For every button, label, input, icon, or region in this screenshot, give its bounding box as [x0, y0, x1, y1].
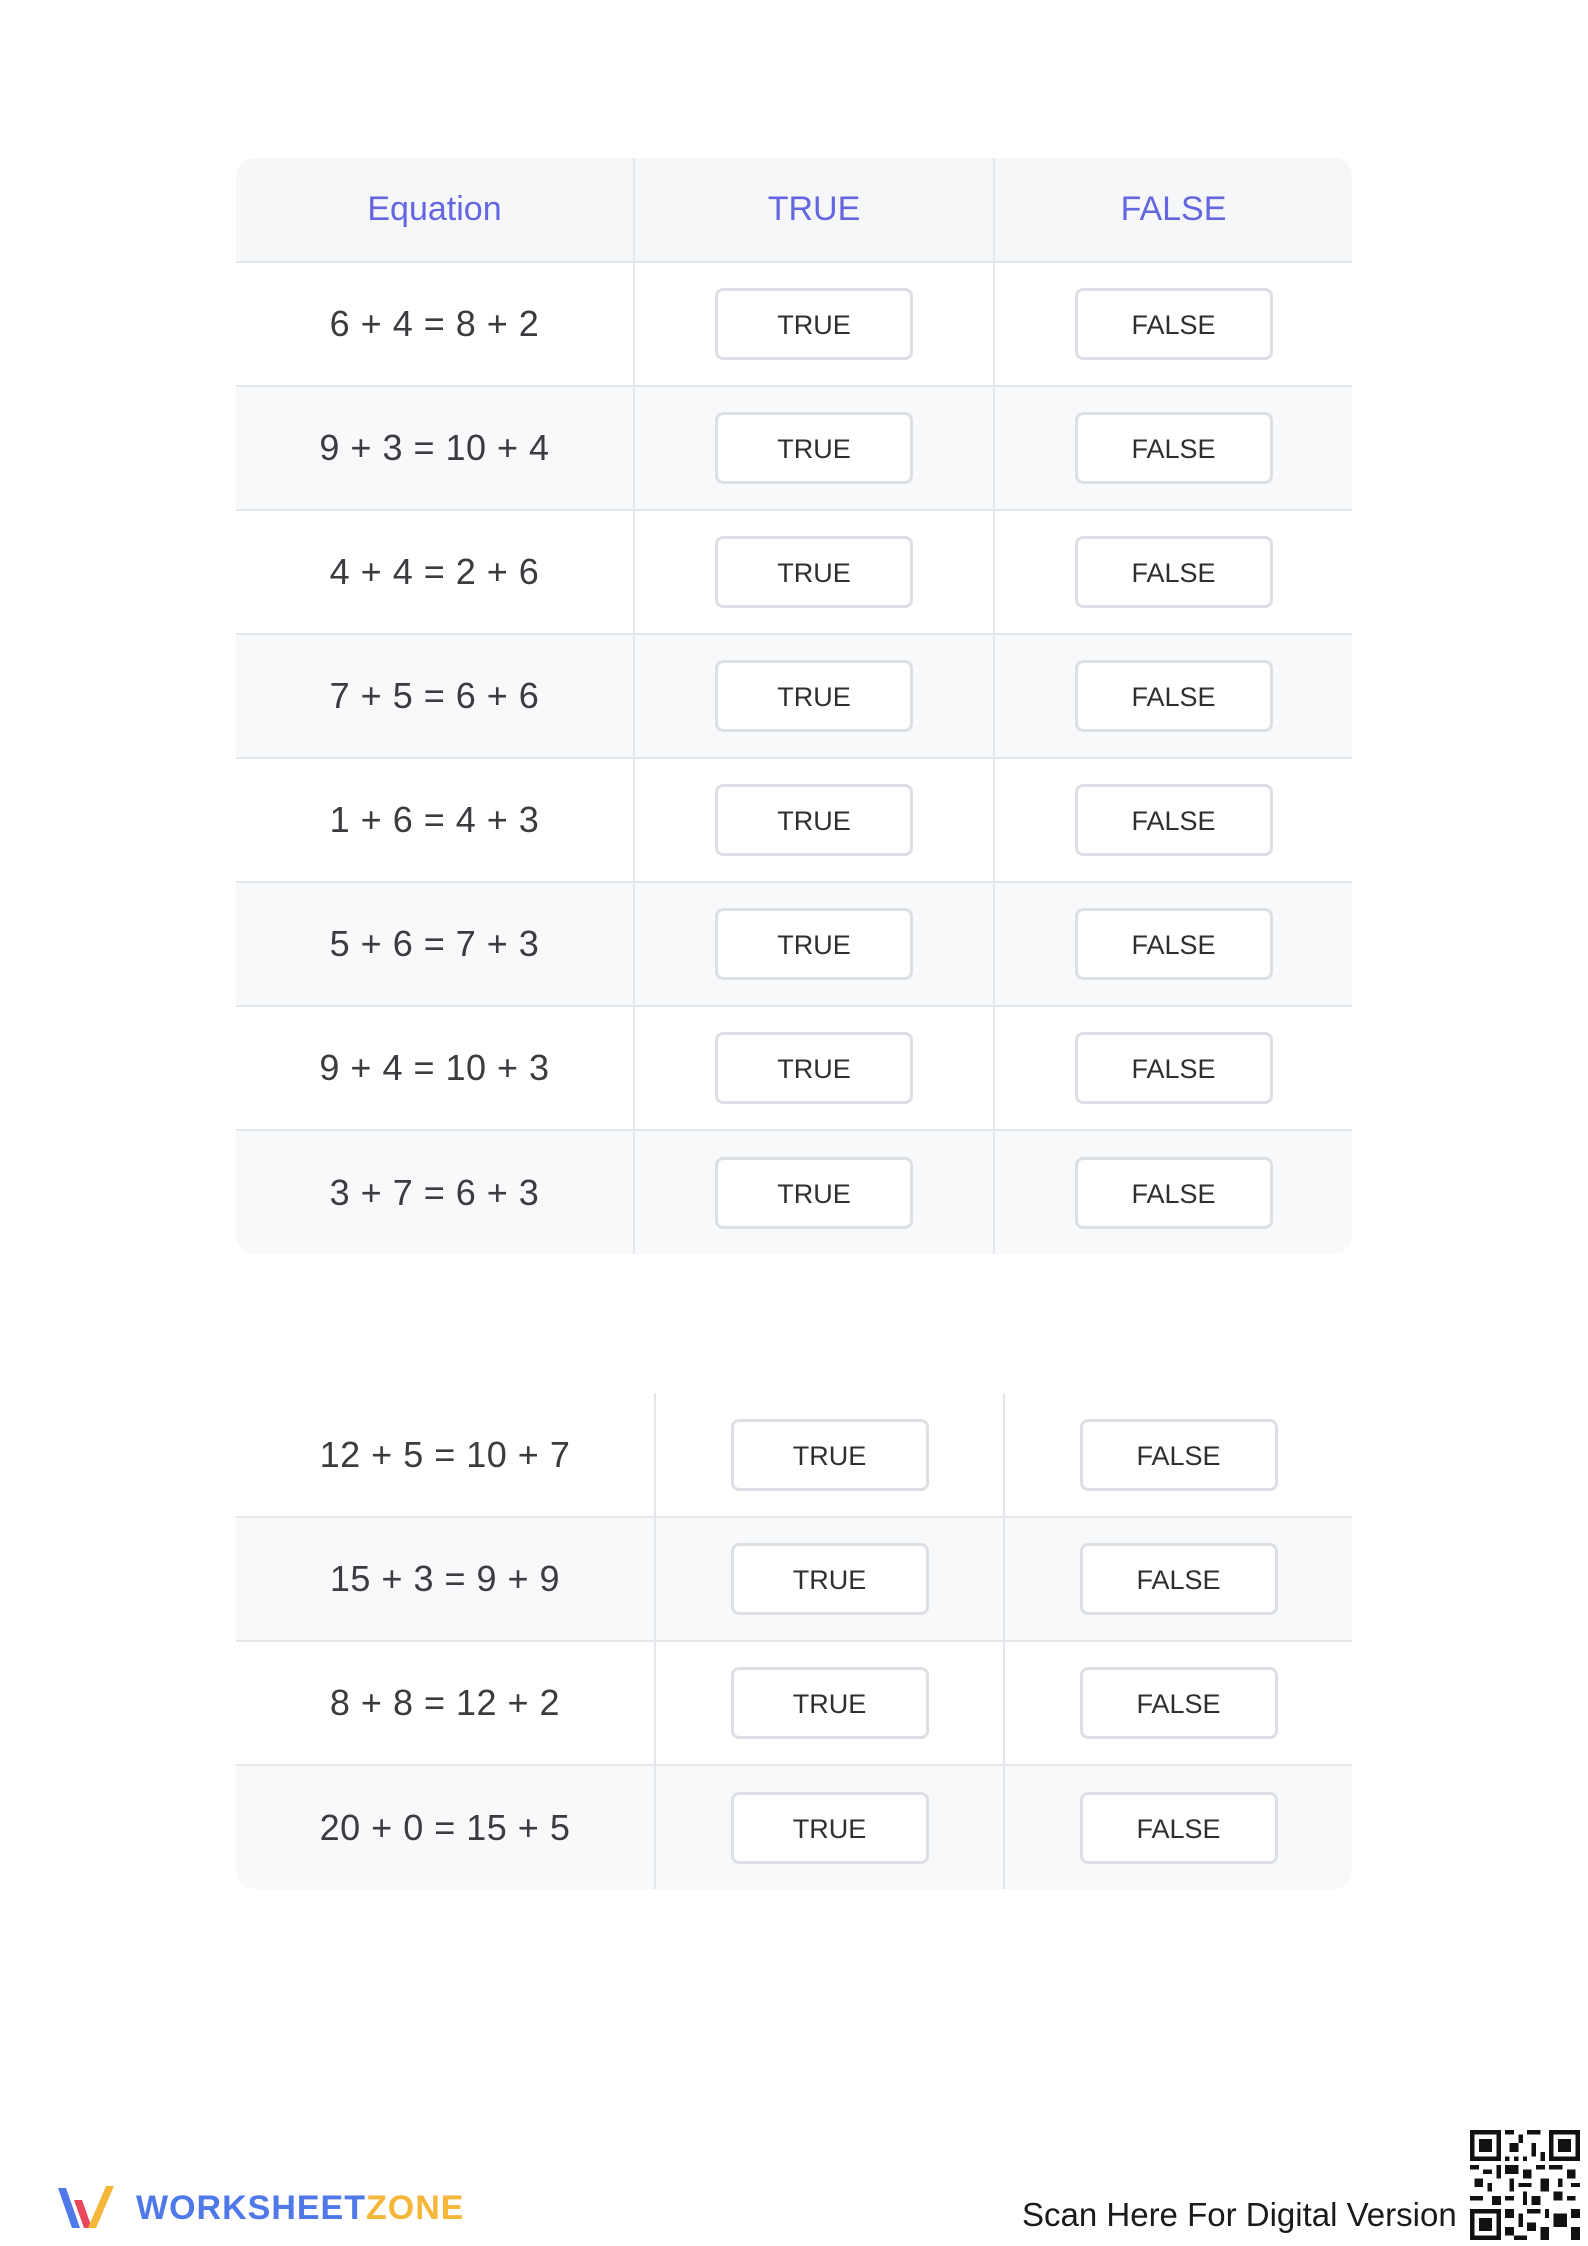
table-row	[236, 1130, 1352, 1254]
true-cell	[655, 1517, 1004, 1641]
equation-table-2	[236, 1393, 1352, 1889]
scan-instruction: Scan Here For Digital Version	[1022, 2196, 1457, 2233]
worksheetzone-logo-icon	[54, 2180, 124, 2236]
table-row	[236, 510, 1352, 634]
equation-table-1	[236, 158, 1352, 1254]
header-equation: Equation	[236, 158, 634, 262]
true-cell	[655, 1393, 1004, 1517]
true-button[interactable]: TRUE	[715, 412, 913, 484]
equation-text: 15 + 3 = 9 + 9	[329, 1558, 561, 1599]
equation-cell	[236, 634, 634, 758]
false-button[interactable]: FALSE	[1075, 412, 1273, 484]
equation-cell	[236, 510, 634, 634]
equation-text: 5 + 6 = 7 + 3	[329, 923, 540, 964]
equation-cell	[236, 1517, 655, 1641]
equation-text: 9 + 4 = 10 + 3	[319, 1047, 550, 1088]
equation-cell	[236, 386, 634, 510]
table-row	[236, 634, 1352, 758]
false-cell	[1004, 1517, 1352, 1641]
table-header-row	[236, 158, 1352, 262]
equation-cell	[236, 758, 634, 882]
equation-text: 20 + 0 = 15 + 5	[319, 1806, 571, 1848]
table-row	[236, 1765, 1352, 1889]
false-cell	[994, 758, 1352, 882]
equation-text: 4 + 4 = 2 + 6	[329, 551, 540, 592]
equation-text: 12 + 5 = 10 + 7	[319, 1433, 571, 1475]
false-cell	[994, 1006, 1352, 1130]
false-button[interactable]: FALSE	[1075, 536, 1273, 608]
equation-cell	[236, 1393, 655, 1517]
true-button[interactable]: TRUE	[715, 536, 913, 608]
false-button[interactable]: FALSE	[1080, 1543, 1278, 1615]
equation-cell	[236, 1130, 634, 1254]
true-button[interactable]: TRUE	[715, 660, 913, 732]
equation-text: 7 + 5 = 6 + 6	[329, 675, 540, 716]
true-cell	[655, 1641, 1004, 1765]
footer-logo	[54, 2180, 464, 2236]
false-cell	[994, 510, 1352, 634]
brand-name: WORKSHEETZONE	[136, 2188, 465, 2227]
false-button[interactable]: FALSE	[1080, 1792, 1278, 1864]
true-cell	[634, 1006, 994, 1130]
false-cell	[1004, 1641, 1352, 1765]
equation-text: 1 + 6 = 4 + 3	[329, 799, 540, 840]
table-row	[236, 262, 1352, 386]
table-row	[236, 1393, 1352, 1517]
true-cell	[634, 262, 994, 386]
false-button[interactable]: FALSE	[1075, 1032, 1273, 1104]
equation-text: 3 + 7 = 6 + 3	[329, 1171, 540, 1213]
table-row	[236, 758, 1352, 882]
false-cell	[994, 882, 1352, 1006]
true-cell	[634, 386, 994, 510]
equation-cell	[236, 1765, 655, 1889]
header-true: TRUE	[634, 158, 994, 262]
true-button[interactable]: TRUE	[715, 908, 913, 980]
equation-text: 8 + 8 = 12 + 2	[329, 1682, 561, 1723]
true-cell	[634, 882, 994, 1006]
true-cell	[634, 634, 994, 758]
equation-cell	[236, 1006, 634, 1130]
false-cell	[994, 1130, 1352, 1254]
true-button[interactable]: TRUE	[715, 1032, 913, 1104]
table-row	[236, 882, 1352, 1006]
true-button[interactable]: TRUE	[731, 1543, 929, 1615]
true-button[interactable]: TRUE	[715, 784, 913, 856]
true-button[interactable]: TRUE	[731, 1419, 929, 1491]
false-button[interactable]: FALSE	[1075, 784, 1273, 856]
true-cell	[655, 1765, 1004, 1889]
false-cell	[994, 262, 1352, 386]
header-false: FALSE	[994, 158, 1352, 262]
true-button[interactable]: TRUE	[715, 288, 913, 360]
true-button[interactable]: TRUE	[731, 1667, 929, 1739]
equation-cell	[236, 1641, 655, 1765]
true-button[interactable]: TRUE	[715, 1157, 913, 1229]
true-button[interactable]: TRUE	[731, 1792, 929, 1864]
false-button[interactable]: FALSE	[1075, 908, 1273, 980]
table-row	[236, 1006, 1352, 1130]
false-cell	[1004, 1393, 1352, 1517]
table-row	[236, 1517, 1352, 1641]
false-cell	[994, 386, 1352, 510]
qr-code-icon[interactable]	[1470, 2130, 1580, 2240]
false-button[interactable]: FALSE	[1075, 1157, 1273, 1229]
true-cell	[634, 1130, 994, 1254]
false-button[interactable]: FALSE	[1075, 660, 1273, 732]
false-button[interactable]: FALSE	[1075, 288, 1273, 360]
equation-cell	[236, 262, 634, 386]
table-row	[236, 1641, 1352, 1765]
true-cell	[634, 758, 994, 882]
false-button[interactable]: FALSE	[1080, 1419, 1278, 1491]
false-cell	[1004, 1765, 1352, 1889]
table-row	[236, 386, 1352, 510]
true-cell	[634, 510, 994, 634]
equation-text: 6 + 4 = 8 + 2	[329, 303, 540, 344]
false-cell	[994, 634, 1352, 758]
equation-text: 9 + 3 = 10 + 4	[319, 427, 550, 468]
false-button[interactable]: FALSE	[1080, 1667, 1278, 1739]
equation-cell	[236, 882, 634, 1006]
